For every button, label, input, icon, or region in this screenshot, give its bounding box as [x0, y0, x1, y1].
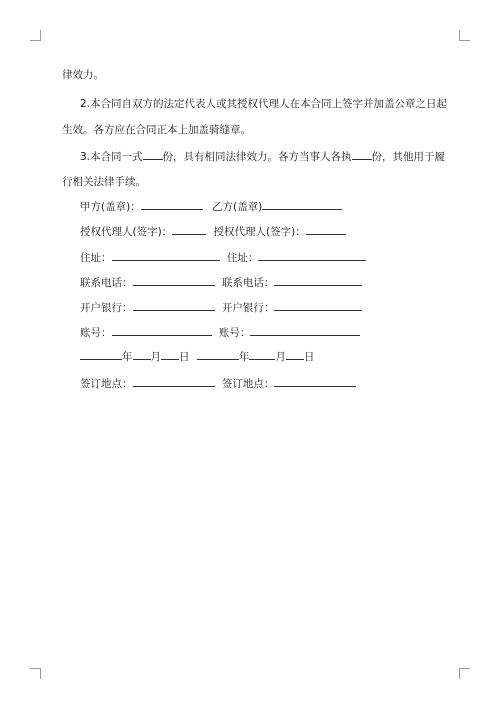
address-b-label: 住址： — [226, 252, 259, 264]
month-a-label: 月 — [150, 351, 161, 363]
year-a-label: 年 — [122, 351, 133, 363]
place-b-blank[interactable] — [274, 376, 356, 387]
phone-a-blank[interactable] — [133, 275, 215, 286]
month-b-label: 月 — [275, 351, 286, 363]
address-a-label: 住址： — [80, 252, 112, 264]
account-a-blank[interactable] — [112, 325, 212, 336]
bank-b-label: 开户银行： — [221, 302, 275, 314]
bank-b-blank[interactable] — [274, 300, 362, 311]
bank-a-label: 开户银行： — [80, 302, 133, 314]
signature-row-date — [80, 349, 314, 364]
clause-3-part-a: 3.本合同一式 — [80, 151, 143, 163]
address-b-blank[interactable] — [258, 250, 366, 261]
corner-mark-top-left — [30, 30, 41, 41]
place-a-label: 签订地点： — [80, 378, 133, 390]
account-b-blank[interactable] — [250, 325, 360, 336]
signature-row-agent — [80, 224, 346, 239]
phone-b-blank[interactable] — [274, 275, 362, 286]
day-a-blank[interactable] — [161, 349, 179, 360]
address-a-blank[interactable] — [112, 250, 220, 261]
paragraph-continuation: 律效力。 — [62, 69, 104, 81]
month-a-blank[interactable] — [133, 349, 151, 360]
signature-row-address — [80, 250, 366, 265]
day-b-blank[interactable] — [286, 349, 304, 360]
agent-b-label: 授权代理人(签字)： — [213, 226, 306, 238]
signature-row-party — [80, 199, 342, 214]
signature-row-place — [80, 376, 356, 391]
party-a-label: 甲方(盖章)： — [80, 201, 141, 213]
party-a-blank[interactable] — [141, 199, 203, 210]
agent-a-label: 授权代理人(签字)： — [80, 226, 173, 238]
signature-row-bank — [80, 300, 362, 315]
place-b-label: 签订地点： — [221, 378, 275, 390]
clause-3-part-c: 份，其他用于履 — [371, 151, 446, 163]
year-b-label: 年 — [238, 351, 250, 363]
clause-2-line-2: 生效。各方应在合同正本上加盖骑缝章。 — [62, 124, 251, 136]
agent-b-blank[interactable] — [306, 224, 346, 235]
agent-a-blank[interactable] — [172, 224, 206, 235]
signature-row-account — [80, 325, 360, 340]
party-b-blank[interactable] — [262, 199, 342, 210]
phone-a-label: 联系电话： — [80, 277, 133, 289]
corner-mark-top-right — [459, 30, 470, 41]
place-a-blank[interactable] — [133, 376, 215, 387]
corner-mark-bottom-right — [459, 668, 470, 679]
month-b-blank[interactable] — [249, 349, 275, 360]
phone-b-label: 联系电话： — [221, 277, 275, 289]
clause-2-line-1: 2.本合同自双方的法定代表人或其授权代理人在本合同上签字并加盖公章之日起 — [80, 98, 448, 110]
copies-each-blank[interactable] — [352, 149, 372, 160]
party-b-label: 乙方(盖章) — [212, 201, 263, 213]
copies-total-blank[interactable] — [143, 149, 163, 160]
day-b-label: 日 — [303, 351, 315, 363]
clause-3-line-1 — [80, 149, 445, 164]
year-a-blank[interactable] — [80, 349, 122, 360]
clause-3-part-b: 份，具有相同法律效力。各方当事人各执 — [162, 151, 352, 163]
account-a-label: 账号： — [80, 327, 112, 339]
signature-row-phone — [80, 275, 362, 290]
clause-3-line-2: 行相关法律手续。 — [62, 176, 146, 188]
corner-mark-bottom-left — [30, 668, 41, 679]
bank-a-blank[interactable] — [133, 300, 215, 311]
account-b-label: 账号： — [218, 327, 251, 339]
day-a-label: 日 — [179, 351, 190, 363]
year-b-blank[interactable] — [197, 349, 239, 360]
